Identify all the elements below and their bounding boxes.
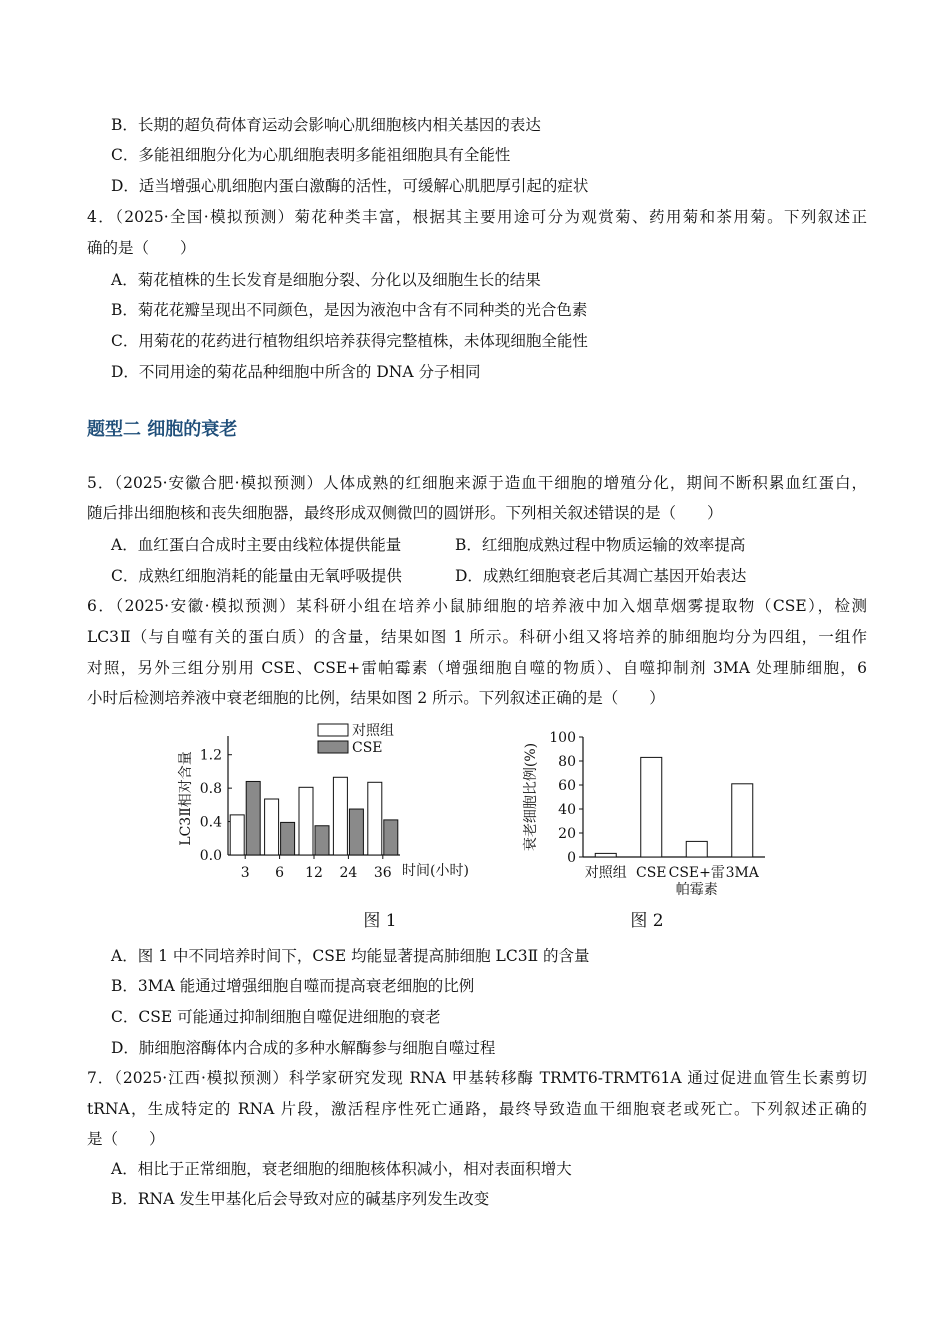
fig1-x-tick-label: 3 xyxy=(240,865,250,881)
fig2-x-tick-label: 对照组 xyxy=(584,865,627,881)
fig1-x-axis-label: 时间(小时) xyxy=(402,863,469,879)
option-4c: C．用菊花的花药进行植物组织培养获得完整植株，未体现细胞全能性 xyxy=(111,332,588,350)
fig1-bar-control xyxy=(230,815,244,855)
fig2-y-tick-label: 80 xyxy=(558,754,576,770)
fig1-y-axis-label: LC3Ⅱ相对含量 xyxy=(178,751,194,846)
fig1-legend-swatch xyxy=(318,724,348,736)
section-heading: 题型二 细胞的衰老 xyxy=(87,419,238,440)
fig1-bar-cse xyxy=(246,781,260,855)
figure-1-chart xyxy=(170,718,500,933)
question-7-line1: 7．（2025·江西·模拟预测）科学家研究发现 RNA 甲基转移酶 TRMT6-TRMT61A 通过促进血管生长素剪切 xyxy=(87,1069,867,1087)
option-6b: B．3MA 能通过增强细胞自噬而提高衰老细胞的比例 xyxy=(111,977,475,995)
option-3d: D．适当增强心肌细胞内蛋白激酶的活性，可缓解心肌肥厚引起的症状 xyxy=(111,177,589,195)
fig2-x-tick-label: CSE xyxy=(635,865,667,881)
fig1-y-tick-label: 0.0 xyxy=(199,848,222,864)
question-4-line2: 确的是（ ） xyxy=(87,239,196,257)
fig1-y-tick-label: 0.8 xyxy=(199,781,222,798)
fig2-y-tick-label: 60 xyxy=(558,778,576,794)
fig2-y-axis-label: 衰老细胞比例(%) xyxy=(523,742,539,852)
fig1-y-tick-label: 0.4 xyxy=(199,814,222,831)
figure-2-caption: 图 2 xyxy=(630,911,664,931)
fig1-bar-cse xyxy=(281,822,295,855)
option-4d: D．不同用途的菊花品种细胞中所含的 DNA 分子相同 xyxy=(111,363,481,381)
fig1-bar-control xyxy=(333,777,347,855)
fig2-x-tick-label: 3MA xyxy=(725,865,759,881)
fig1-legend-label: 对照组 xyxy=(352,723,394,739)
question-5-line1: 5．（2025·安徽合肥·模拟预测）人体成熟的红细胞来源于造血干细胞的增殖分化，期间不断积累血红蛋白， xyxy=(87,474,867,492)
fig2-bar xyxy=(641,757,662,857)
option-6a: A．图 1 中不同培养时间下，CSE 均能显著提高肺细胞 LC3Ⅱ 的含量 xyxy=(111,947,590,965)
option-5d: D．成熟红细胞衰老后其凋亡基因开始表达 xyxy=(455,567,747,585)
fig1-legend-swatch xyxy=(318,741,348,753)
fig1-y-tick-label: 1.2 xyxy=(199,747,222,764)
fig2-x-tick-label: CSE+雷帕霉素 xyxy=(668,865,725,898)
fig1-bar-cse xyxy=(315,826,329,855)
fig2-bar xyxy=(595,853,616,857)
fig1-x-tick-label: 12 xyxy=(305,865,323,881)
option-7a: A．相比于正常细胞，衰老细胞的细胞核体积减小，相对表面积增大 xyxy=(111,1160,572,1178)
fig2-y-tick-label: 100 xyxy=(549,730,576,746)
question-6-line4: 小时后检测培养液中衰老细胞的比例，结果如图 2 所示。下列叙述正确的是（ ） xyxy=(87,689,665,707)
question-6-line2: LC3Ⅱ（与自噬有关的蛋白质）的含量，结果如图 1 所示。科研小组又将培养的肺细胞均分为四组，一组作 xyxy=(87,628,867,646)
option-3b: B．长期的超负荷体育运动会影响心肌细胞核内相关基因的表达 xyxy=(111,116,541,134)
fig1-bar-control xyxy=(265,799,279,855)
question-5-line2: 随后排出细胞核和丧失细胞器，最终形成双侧微凹的圆饼形。下列相关叙述错误的是（ ） xyxy=(87,504,723,522)
fig2-y-tick-label: 0 xyxy=(567,850,576,866)
option-5c: C．成熟红细胞消耗的能量由无氧呼吸提供 xyxy=(111,567,402,585)
figure-2-chart xyxy=(515,725,785,935)
option-3c: C．多能祖细胞分化为心肌细胞表明多能祖细胞具有全能性 xyxy=(111,146,511,164)
fig1-x-tick-label: 24 xyxy=(339,865,358,881)
question-7-line3: 是（ ） xyxy=(87,1130,165,1148)
option-6d: D．肺细胞溶酶体内合成的多种水解酶参与细胞自噬过程 xyxy=(111,1039,496,1057)
figure-1-caption: 图 1 xyxy=(363,911,397,931)
fig1-bar-control xyxy=(368,782,382,855)
option-7b: B．RNA 发生甲基化后会导致对应的碱基序列发生改变 xyxy=(111,1190,490,1208)
option-6c: C．CSE 可能通过抑制细胞自噬促进细胞的衰老 xyxy=(111,1008,441,1026)
fig1-x-tick-label: 36 xyxy=(373,865,392,881)
question-6-line3: 对照，另外三组分别用 CSE、CSE+雷帕霉素（增强细胞自噬的物质）、自噬抑制剂 3MA 处理肺细胞，6 xyxy=(87,659,867,677)
fig1-bar-cse xyxy=(384,820,398,855)
option-4a: A．菊花植株的生长发育是细胞分裂、分化以及细胞生长的结果 xyxy=(111,271,541,289)
fig2-bar xyxy=(686,841,707,857)
question-4-line1: 4．（2025·全国·模拟预测）菊花种类丰富，根据其主要用途可分为观赏菊、药用菊和茶用菊。下列叙述正 xyxy=(87,208,867,226)
option-5a: A．血红蛋白合成时主要由线粒体提供能量 xyxy=(111,536,402,554)
fig1-bar-cse xyxy=(349,809,363,855)
question-6-line1: 6．（2025·安徽·模拟预测）某科研小组在培养小鼠肺细胞的培养液中加入烟草烟雾提取物（CSE），检测 xyxy=(87,597,867,615)
option-4b: B．菊花花瓣呈现出不同颜色，是因为液泡中含有不同种类的光合色素 xyxy=(111,301,588,319)
option-5b: B．红细胞成熟过程中物质运输的效率提高 xyxy=(455,536,746,554)
fig2-y-tick-label: 20 xyxy=(558,826,576,842)
fig1-x-tick-label: 6 xyxy=(275,865,285,881)
fig1-legend-label: CSE xyxy=(352,740,383,756)
fig2-bar xyxy=(732,784,753,857)
question-7-line2: tRNA，生成特定的 RNA 片段，激活程序性死亡通路，最终导致造血干细胞衰老或死亡。下列叙述正确的 xyxy=(87,1100,867,1118)
fig2-y-tick-label: 40 xyxy=(558,802,576,818)
fig1-bar-control xyxy=(299,787,313,855)
